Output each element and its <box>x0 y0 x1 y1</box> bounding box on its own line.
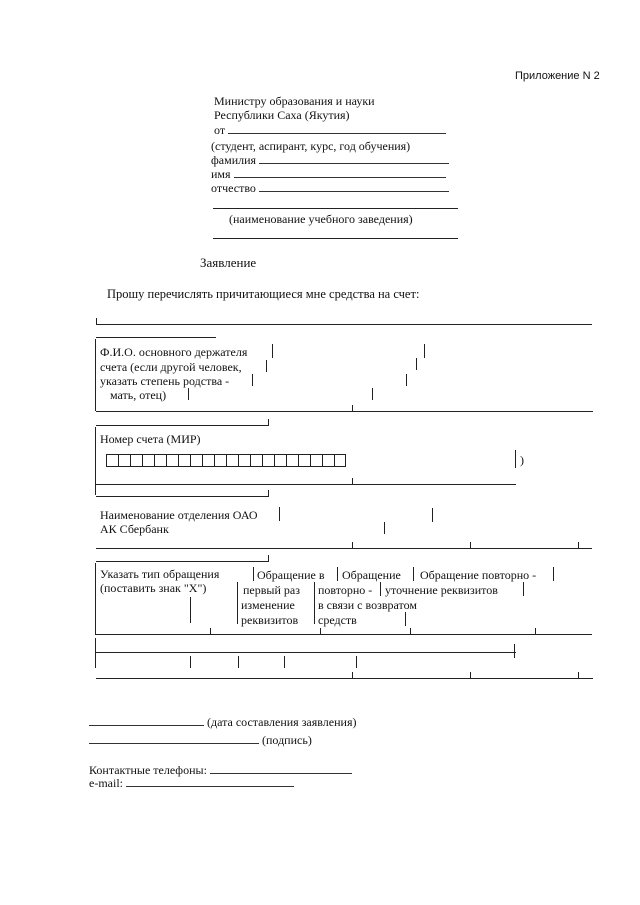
branch-label-1: Наименование отделения ОАО <box>100 508 258 522</box>
table-tick <box>320 628 321 635</box>
table-tick <box>96 318 97 325</box>
account-bottom-line <box>96 484 516 485</box>
branch-label-2: АК Сбербанк <box>100 522 169 536</box>
date-field[interactable] <box>89 715 204 726</box>
request-text: Прошу перечислять причитающиеся мне средства на счет: <box>107 287 420 301</box>
account-digit-cell[interactable] <box>334 454 346 467</box>
student-hint: (студент, аспирант, курс, год обучения) <box>211 139 411 153</box>
type-divider <box>380 582 381 596</box>
holder-label-2: счета (если другой человек, <box>100 360 242 374</box>
account-digit-cell[interactable] <box>106 454 118 467</box>
email-row <box>89 776 294 790</box>
branch-bottom-line <box>96 548 592 549</box>
answer-line <box>96 652 516 653</box>
type-divider <box>413 567 414 581</box>
account-number-cells[interactable] <box>106 454 346 467</box>
answer-cell-mark[interactable] <box>238 656 239 668</box>
holder-label-4: мать, отец) <box>110 388 167 402</box>
table-line <box>96 337 216 338</box>
holder-left-border <box>95 339 96 411</box>
addressee-line-2: Республики Саха (Якутия) <box>214 108 350 122</box>
type-divider <box>523 582 524 596</box>
holder-field-mark <box>424 344 425 358</box>
account-digit-cell[interactable] <box>190 454 202 467</box>
holder-divider <box>252 374 253 386</box>
addressee-line-1: Министру образования и науки <box>214 94 375 108</box>
table-tick <box>410 628 411 635</box>
account-close-bracket: ) <box>520 453 524 467</box>
name-row <box>211 167 446 181</box>
account-digit-cell[interactable] <box>214 454 226 467</box>
email-label: e-mail: <box>89 776 123 790</box>
phones-label: Контактные телефоны: <box>89 763 207 777</box>
table-tick <box>352 542 353 549</box>
option-repeat-return-line-2: повторно - <box>318 583 373 597</box>
account-digit-cell[interactable] <box>226 454 238 467</box>
account-digit-cell[interactable] <box>130 454 142 467</box>
answer-cell-mark[interactable] <box>190 656 191 668</box>
patronymic-row <box>211 181 449 195</box>
holder-label-1: Ф.И.О. основного держателя <box>100 345 248 359</box>
account-digit-cell[interactable] <box>298 454 310 467</box>
signature-hint: (подпись) <box>262 733 312 747</box>
account-digit-cell[interactable] <box>250 454 262 467</box>
table-tick <box>268 419 269 426</box>
institution-field-2[interactable] <box>213 238 458 239</box>
option-repeat-return-line-4: средств <box>318 613 357 627</box>
option-repeat-return-line-3: в связи с возвратом <box>318 598 417 612</box>
holder-bottom-line <box>96 411 593 412</box>
account-digit-cell[interactable] <box>154 454 166 467</box>
type-divider <box>553 567 554 581</box>
holder-field-mark <box>372 388 373 400</box>
account-digit-cell[interactable] <box>142 454 154 467</box>
table-tick <box>210 628 211 635</box>
option-repeat-clarify-line-1: Обращение повторно - <box>420 568 537 582</box>
table-line <box>96 561 268 562</box>
option-first-time-line-2: первый раз <box>243 583 300 597</box>
table-line <box>96 496 268 497</box>
type-divider <box>190 597 191 623</box>
branch-field-mark <box>384 522 385 534</box>
branch-divider <box>279 507 280 521</box>
date-hint: (дата составления заявления) <box>207 715 357 729</box>
patronymic-field[interactable] <box>259 181 449 192</box>
type-label-2: (поставить знак "X") <box>100 581 207 595</box>
account-digit-cell[interactable] <box>322 454 334 467</box>
signature-row <box>89 733 312 747</box>
phones-field[interactable] <box>210 763 352 774</box>
account-label: Номер счета (МИР) <box>100 432 201 446</box>
type-left-border <box>95 563 96 635</box>
date-row <box>89 715 356 729</box>
option-first-time-line-4: реквизитов <box>241 613 299 627</box>
type-divider <box>405 612 406 626</box>
table-line <box>96 425 268 426</box>
type-divider <box>337 567 338 581</box>
answer-cell-mark[interactable] <box>356 656 357 668</box>
holder-field-mark <box>406 374 407 386</box>
from-field[interactable] <box>228 123 446 134</box>
holder-field-mark <box>416 358 417 370</box>
table-tick <box>352 672 353 679</box>
surname-label: фамилия <box>211 153 257 167</box>
account-digit-cell[interactable] <box>310 454 322 467</box>
patronymic-label: отчество <box>211 181 256 195</box>
type-divider <box>253 567 254 581</box>
institution-hint: (наименование учебного заведения) <box>229 212 413 226</box>
table-tick <box>352 478 353 485</box>
surname-field[interactable] <box>259 153 449 164</box>
account-digit-cell[interactable] <box>166 454 178 467</box>
table-tick <box>578 542 579 549</box>
account-digit-cell[interactable] <box>262 454 274 467</box>
table-bottom-line <box>96 678 593 679</box>
type-label-1: Указать тип обращения <box>100 567 220 581</box>
holder-divider <box>266 360 267 372</box>
account-digit-cell[interactable] <box>202 454 214 467</box>
table-tick <box>352 405 353 412</box>
account-digit-cell[interactable] <box>238 454 250 467</box>
account-digit-cell[interactable] <box>118 454 130 467</box>
account-digit-cell[interactable] <box>286 454 298 467</box>
holder-divider <box>272 344 273 358</box>
table-tick <box>268 490 269 497</box>
answer-cell-mark[interactable] <box>284 656 285 668</box>
option-first-time-line-3: изменение <box>241 598 295 612</box>
phones-row <box>89 763 352 777</box>
document-title: Заявление <box>200 255 257 270</box>
type-bottom-line <box>96 634 592 635</box>
name-label: имя <box>211 167 231 181</box>
table-tick <box>268 555 269 562</box>
type-divider <box>237 582 238 624</box>
table-top-line <box>96 324 592 325</box>
account-digit-cell[interactable] <box>274 454 286 467</box>
from-label-text: от <box>214 123 226 137</box>
option-repeat-return-line-1: Обращение <box>342 568 401 582</box>
branch-field-mark <box>432 508 433 522</box>
surname-row <box>211 153 449 167</box>
table-tick <box>535 628 536 635</box>
signature-field[interactable] <box>89 733 259 744</box>
answer-left-border <box>95 638 96 668</box>
table-tick <box>470 542 471 549</box>
account-digit-cell[interactable] <box>178 454 190 467</box>
option-first-time-line-1: Обращение в <box>257 568 325 582</box>
holder-divider <box>188 388 189 400</box>
email-field[interactable] <box>126 776 294 787</box>
account-divider <box>515 450 516 468</box>
institution-field[interactable] <box>213 208 458 209</box>
table-tick <box>578 672 579 679</box>
type-divider <box>314 582 315 624</box>
appendix-label: Приложение N 2 <box>515 70 600 82</box>
name-field[interactable] <box>234 167 446 178</box>
option-repeat-clarify-line-2: уточнение реквизитов <box>385 583 498 597</box>
holder-label-3: указать степень родства - <box>100 374 230 388</box>
from-label <box>214 123 446 137</box>
table-tick <box>470 672 471 679</box>
answer-divider <box>514 644 515 658</box>
